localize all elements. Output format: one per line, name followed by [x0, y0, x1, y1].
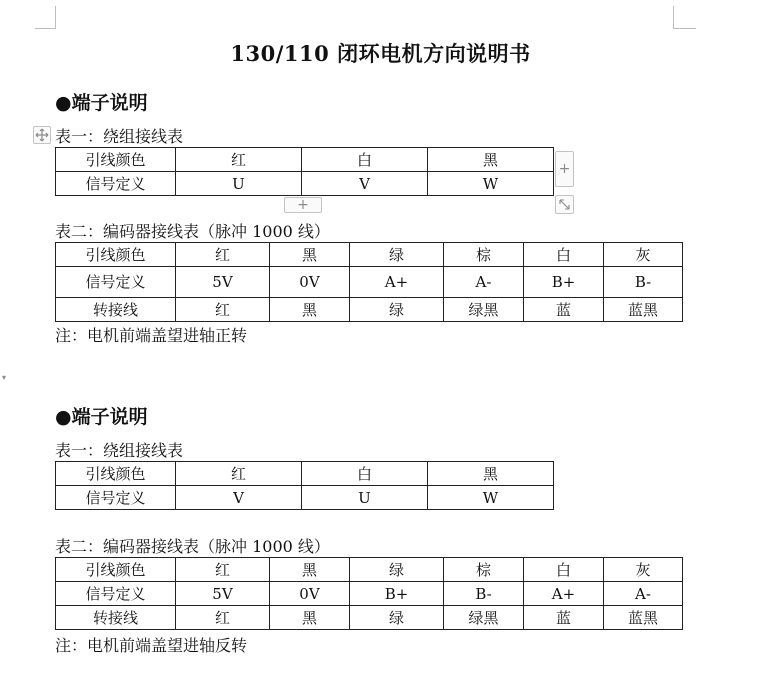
table-cell: W	[428, 172, 554, 196]
table-cell: B+	[524, 267, 604, 298]
resize-diagonal-icon	[558, 198, 571, 211]
encoder-table	[55, 242, 683, 322]
collapse-marker-icon[interactable]: ▾	[2, 373, 7, 382]
table-caption: 表二：编码器接线表（脉冲 1000 线）	[55, 222, 330, 241]
table-cell: 蓝黑	[604, 606, 683, 630]
add-column-button[interactable]: +	[555, 151, 574, 187]
table-cell: 0V	[270, 582, 350, 606]
table-cell: 白	[524, 558, 604, 582]
winding-table	[55, 147, 554, 196]
table-cell: B-	[604, 267, 683, 298]
table-cell: 转接线	[56, 606, 176, 630]
section-heading: ●端子说明	[55, 92, 148, 114]
table-cell: V	[176, 486, 302, 510]
table-cell: U	[302, 486, 428, 510]
table-cell: 红	[176, 243, 270, 267]
direction-note: 注：电机前端盖望进轴反转	[55, 636, 248, 655]
table-cell: 绿	[350, 298, 444, 322]
table-cell: 绿	[350, 558, 444, 582]
table-cell: 白	[524, 243, 604, 267]
table-cell: 黑	[270, 558, 350, 582]
table-cell: 黑	[428, 148, 554, 172]
table-cell: 红	[176, 558, 270, 582]
add-row-button[interactable]: +	[284, 197, 322, 213]
move-arrows-icon	[35, 128, 49, 142]
table-cell: 引线颜色	[56, 243, 176, 267]
table-row	[56, 462, 554, 486]
table-cell: V	[302, 172, 428, 196]
table-cell: U	[176, 172, 302, 196]
table-cell: 红	[176, 606, 270, 630]
table-cell: 蓝	[524, 298, 604, 322]
table-cell: 绿	[350, 243, 444, 267]
table-cell: 引线颜色	[56, 148, 176, 172]
document-title: 130/110 闭环电机方向说明书	[230, 41, 531, 66]
table-cell: 红	[176, 148, 302, 172]
table-cell: 红	[176, 462, 302, 486]
table-cell: 5V	[176, 582, 270, 606]
table-cell: A+	[524, 582, 604, 606]
table-cell: 信号定义	[56, 486, 176, 510]
table-cell: 棕	[444, 558, 524, 582]
table-resize-handle[interactable]	[555, 195, 574, 214]
table-cell: 绿黑	[444, 606, 524, 630]
table-cell: 信号定义	[56, 582, 176, 606]
table-cell: 蓝黑	[604, 298, 683, 322]
table-cell: B+	[350, 582, 444, 606]
table-cell: 灰	[604, 243, 683, 267]
table-cell: 白	[302, 148, 428, 172]
table-cell: A-	[444, 267, 524, 298]
table-row	[56, 172, 554, 196]
table-cell: 引线颜色	[56, 462, 176, 486]
table-cell: W	[428, 486, 554, 510]
table-cell: A+	[350, 267, 444, 298]
table-cell: 0V	[270, 267, 350, 298]
table-caption: 表一：绕组接线表	[55, 441, 184, 460]
page-corner-mark-top-right	[673, 6, 696, 29]
table-row	[56, 558, 683, 582]
table-cell: B-	[444, 582, 524, 606]
direction-note: 注：电机前端盖望进轴正转	[55, 326, 248, 345]
table-caption: 表一：绕组接线表	[55, 127, 184, 146]
table-cell: 引线颜色	[56, 558, 176, 582]
section-heading: ●端子说明	[55, 406, 148, 428]
table-cell: 黑	[270, 606, 350, 630]
table-cell: 绿	[350, 606, 444, 630]
table-cell: 黑	[428, 462, 554, 486]
table-cell: 棕	[444, 243, 524, 267]
table-cell: 信号定义	[56, 267, 176, 298]
encoder-table	[55, 557, 683, 630]
table-cell: 红	[176, 298, 270, 322]
table-cell: 绿黑	[444, 298, 524, 322]
table-cell: A-	[604, 582, 683, 606]
table-cell: 灰	[604, 558, 683, 582]
table-row	[56, 486, 554, 510]
table-cell: 转接线	[56, 298, 176, 322]
table-move-handle[interactable]	[33, 126, 51, 144]
table-cell: 5V	[176, 267, 270, 298]
table-cell: 黑	[270, 243, 350, 267]
table-row	[56, 267, 683, 298]
page-corner-mark-top-left	[35, 6, 56, 29]
table-row	[56, 148, 554, 172]
table-cell: 黑	[270, 298, 350, 322]
table-cell: 信号定义	[56, 172, 176, 196]
winding-table	[55, 461, 554, 510]
table-cell: 白	[302, 462, 428, 486]
table-cell: 蓝	[524, 606, 604, 630]
table-caption: 表二：编码器接线表（脉冲 1000 线）	[55, 537, 330, 556]
table-row	[56, 243, 683, 267]
table-row	[56, 582, 683, 606]
table-row	[56, 606, 683, 630]
table-row	[56, 298, 683, 322]
